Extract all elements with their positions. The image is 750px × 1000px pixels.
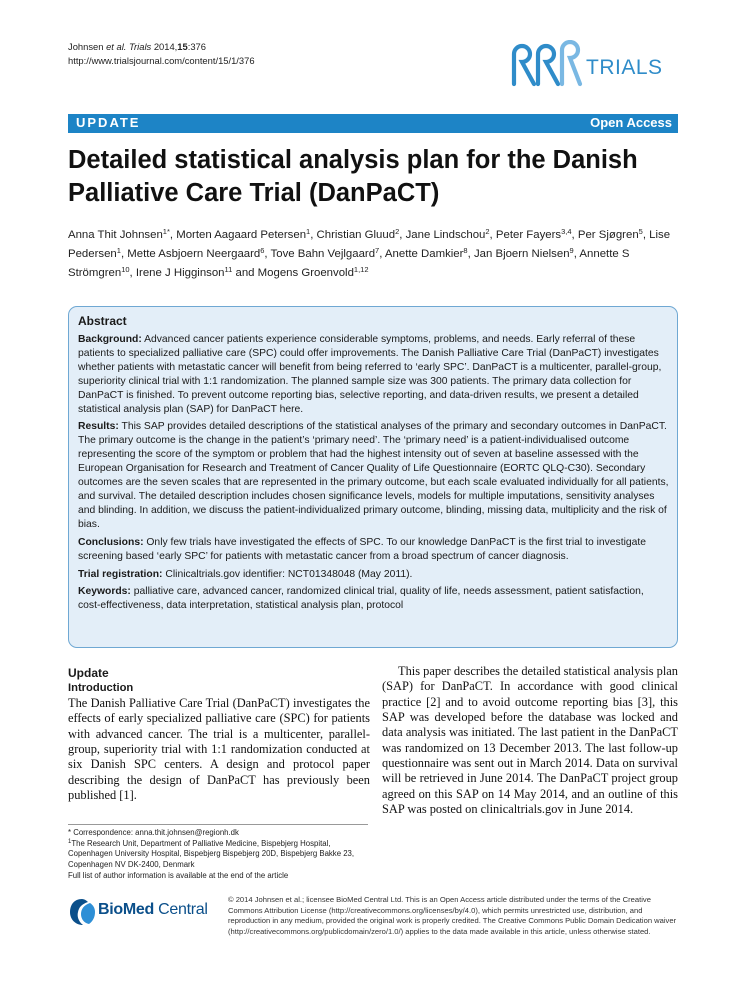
background-text: Advanced cancer patients experience considerable symptoms, problems, and needs. Early referral of these patients to specialized palliative care (SPC) could offer improvements. The Danish Palliative Care Trial (DanPaCT) investigates whether patients with metastatic cancer will benefit from being referred to ‘early SPC’. DanPaCT is a multicenter, parallel-group, superiority clinical trial with 1:1 randomization. The planned sample size was 300 patients. The primary data collection for DanPaCT is finished. To prevent outcome reporting bias, selective reporting, and data-driven results, we present a detailed statistical analysis plan (SAP) for DanPaCT here. (78, 334, 662, 415)
registration-text: Clinicaltrials.gov identifier: NCT01348048 (May 2011). (165, 568, 413, 580)
author-entry (317, 229, 406, 241)
footnotes (68, 824, 368, 882)
author-affiliation-sup: 10 (121, 265, 130, 274)
citation-volume: 15 (177, 41, 188, 52)
abstract-conclusions (78, 536, 669, 564)
author-entry (474, 248, 579, 260)
author-name: Annette S Strömgren (68, 248, 630, 279)
author-entry (271, 248, 385, 260)
author-name: Morten Aagaard Petersen (176, 229, 307, 241)
abstract-keywords (78, 585, 669, 613)
author-name: Christian Gluud (316, 229, 396, 241)
author-separator: , (264, 248, 271, 260)
author-separator: and (232, 267, 258, 279)
author-separator: , (399, 229, 406, 241)
author-affiliation-sup: 8 (463, 246, 468, 255)
author-name: Mette Asbjoern Neergaard (127, 248, 261, 260)
author-affiliation-sup: 1* (162, 227, 170, 236)
author-entry (496, 229, 578, 241)
author-affiliation-sup: 9 (569, 246, 574, 255)
author-entry (406, 229, 496, 241)
author-separator: , (120, 248, 128, 260)
open-access-label: Open Access (590, 115, 672, 130)
author-name: Mogens Groenvold (257, 267, 354, 279)
author-name: Anette Damkier (384, 248, 464, 260)
conclusions-text: Only few trials have investigated the effects of SPC. To our knowledge DanPaCT is the first trial to investigate screening based ‘early SPC’ for patients with metastatic cancer from a broad spectrum of cancer diagnosis. (78, 536, 647, 562)
abstract-results (78, 420, 669, 531)
author-entry (385, 248, 474, 260)
author-name: Jan Bjoern Nielsen (473, 248, 570, 260)
author-name: Per Sjøgren (577, 229, 639, 241)
author-entry (578, 229, 649, 241)
author-entry (136, 267, 258, 279)
results-label: Results: (78, 421, 119, 433)
biomed-text: BioMed (98, 901, 154, 918)
author-separator: , (573, 248, 580, 260)
author-affiliation-sup: 2 (485, 227, 490, 236)
biomed-central-logo-icon (68, 897, 96, 927)
author-name: Irene J Higginson (135, 267, 225, 279)
full-author-info-note: Full list of author information is available at the end of the article (68, 871, 289, 881)
biomed-central-logo (68, 896, 218, 928)
citation-journal: Trials (129, 41, 152, 52)
section-heading-update: Update (68, 666, 109, 680)
biomed-central-logo-text (98, 901, 208, 919)
abstract-background (78, 333, 669, 416)
citation-year: 2014, (153, 41, 178, 52)
abstract-box (68, 306, 678, 648)
trials-logo-icon (508, 40, 584, 92)
author-separator: , (129, 267, 136, 279)
author-affiliation-sup: 1 (116, 246, 121, 255)
affiliation-sup: 1 (68, 838, 72, 845)
citation-article: :376 (187, 41, 206, 52)
citation-etal: et al. (106, 41, 127, 52)
body-left-column (68, 666, 370, 803)
author-separator: , (310, 229, 317, 241)
author-affiliation-sup: 1 (306, 227, 311, 236)
author-affiliation-sup: 5 (638, 227, 643, 236)
author-separator: , (169, 229, 177, 241)
article-url[interactable]: http://www.trialsjournal.com/content/15/1/376 (68, 54, 255, 66)
author-affiliation-sup: 1,12 (353, 265, 369, 274)
intro-paragraph-2: This paper describes the detailed statistical analysis plan (SAP) for DanPaCT. In accordance with good clinical practice [2] and to avoid outcome reporting bias [3], this SAP was developed before the database was locked and data analysis was initiated. The last patient in the DanPaCT was randomized on 13 December 2013. The last follow-up questionnaire was sent out in March 2014. Data on survival will be retrieved in June 2014. The DanPaCT project group agreed on this SAP on 14 May 2014, and an outline of this SAP was posted on clinicaltrials.gov in June 2014. (382, 664, 678, 817)
abstract-heading: Abstract (78, 314, 127, 328)
conclusions-label: Conclusions: (78, 536, 144, 548)
registration-label: Trial registration: (78, 568, 163, 580)
article-title: Detailed statistical analysis plan for the Danish Palliative Care Trial (DanPaCT) (68, 146, 638, 207)
affiliation-note (68, 839, 368, 871)
abstract-registration (78, 568, 669, 582)
author-affiliation-sup: 7 (375, 246, 380, 255)
subsection-heading-introduction: Introduction (68, 682, 134, 694)
author-affiliation-sup: 2 (395, 227, 400, 236)
author-name: Tove Bahn Vejlgaard (270, 248, 376, 260)
intro-paragraph-1: The Danish Palliative Care Trial (DanPaCT) investigates the effects of early specialized palliative care (SPC) for patients with advanced cancer. The trial is a multicenter, parallel-group, superiority trial with 1:1 randomization conducted at six Danish SPC centers. A design and protocol paper describing the design of DanPaCT has previously been published [1]. (68, 696, 370, 803)
central-text: Central (153, 901, 208, 918)
trials-logo-text: TRIALS (586, 56, 663, 79)
affiliation-text: The Research Unit, Department of Palliative Medicine, Bispebjerg Hospital, Copenhagen University Hospital, Bispebjerg Bispebjerg 20D, Bispebjerg Bakke 23, Copenhagen NV DK-2400, Denmark (68, 838, 355, 869)
citation-authors: Johnsen (68, 41, 104, 52)
license-statement: © 2014 Johnsen et al.; licensee BioMed Central Ltd. This is an Open Access article distributed under the terms of the Creative Commons Attribution License (http://creativecommons.org/licenses/by/4.0), which permits unrestricted use, distribution, and reproduction in any medium, provided the original work is properly credited. The Creative Commons Public Domain Dedication waiver (http://creativecommons.org/publicdomain/zero/1.0/) applies to the data made available in this article, unless otherwise stated. (228, 895, 677, 936)
body-right-column (382, 664, 678, 817)
author-separator: , (571, 229, 578, 241)
author-entry (258, 267, 369, 279)
article-type: UPDATE (76, 115, 141, 130)
author-affiliation-sup: 11 (224, 265, 233, 274)
author-entry (68, 229, 176, 241)
author-name: Jane Lindschou (405, 229, 486, 241)
trials-logo (508, 40, 678, 92)
author-separator: , (467, 248, 474, 260)
author-name: Peter Fayers (495, 229, 562, 241)
author-separator: , (642, 229, 650, 241)
article-citation (68, 40, 255, 67)
author-list (68, 226, 688, 283)
author-entry (127, 248, 270, 260)
author-affiliation-sup: 6 (260, 246, 265, 255)
results-text: This SAP provides detailed descriptions of the statistical analyses of the primary and secondary outcomes in DanPaCT. The primary outcome is the change in the patient’s ‘primary need’. The ‘primary need’ is a patient-individualised outcome representing the score of the symptom or problem that had the highest intensity out of seven at baseline assessed with the European Organisation for Research and Treatment of Cancer Quality of Life Questionnaire (EORTC QLQ-C30). Secondary outcomes are the seven scales that are represented in the primary outcome, but each scale evaluated individually for all patients, and survival. The detailed description includes chosen significance levels, models for multiple imputations, sensitivity analyses and blinding. In addition, we discuss the patient-individualized primary outcome, blinding, missing data, multiplicity and the risk of bias. (78, 421, 669, 530)
author-name: Lise Pedersen (68, 229, 671, 260)
author-separator: , (489, 229, 496, 241)
author-separator: , (379, 248, 385, 260)
author-name: Anna Thit Johnsen (68, 229, 163, 241)
author-affiliation-sup: 3,4 (561, 227, 572, 236)
keywords-text: palliative care, advanced cancer, randomized clinical trial, quality of life, needs assessment, patient satisfaction, cost-effectiveness, data interpretation, statistical analysis plan, protocol (78, 586, 644, 612)
keywords-label: Keywords: (78, 586, 131, 598)
author-entry (176, 229, 316, 241)
background-label: Background: (78, 334, 142, 345)
correspondence-note: * Correspondence: anna.thit.johnsen@regionh.dk (68, 828, 239, 837)
article-type-banner (68, 114, 678, 133)
